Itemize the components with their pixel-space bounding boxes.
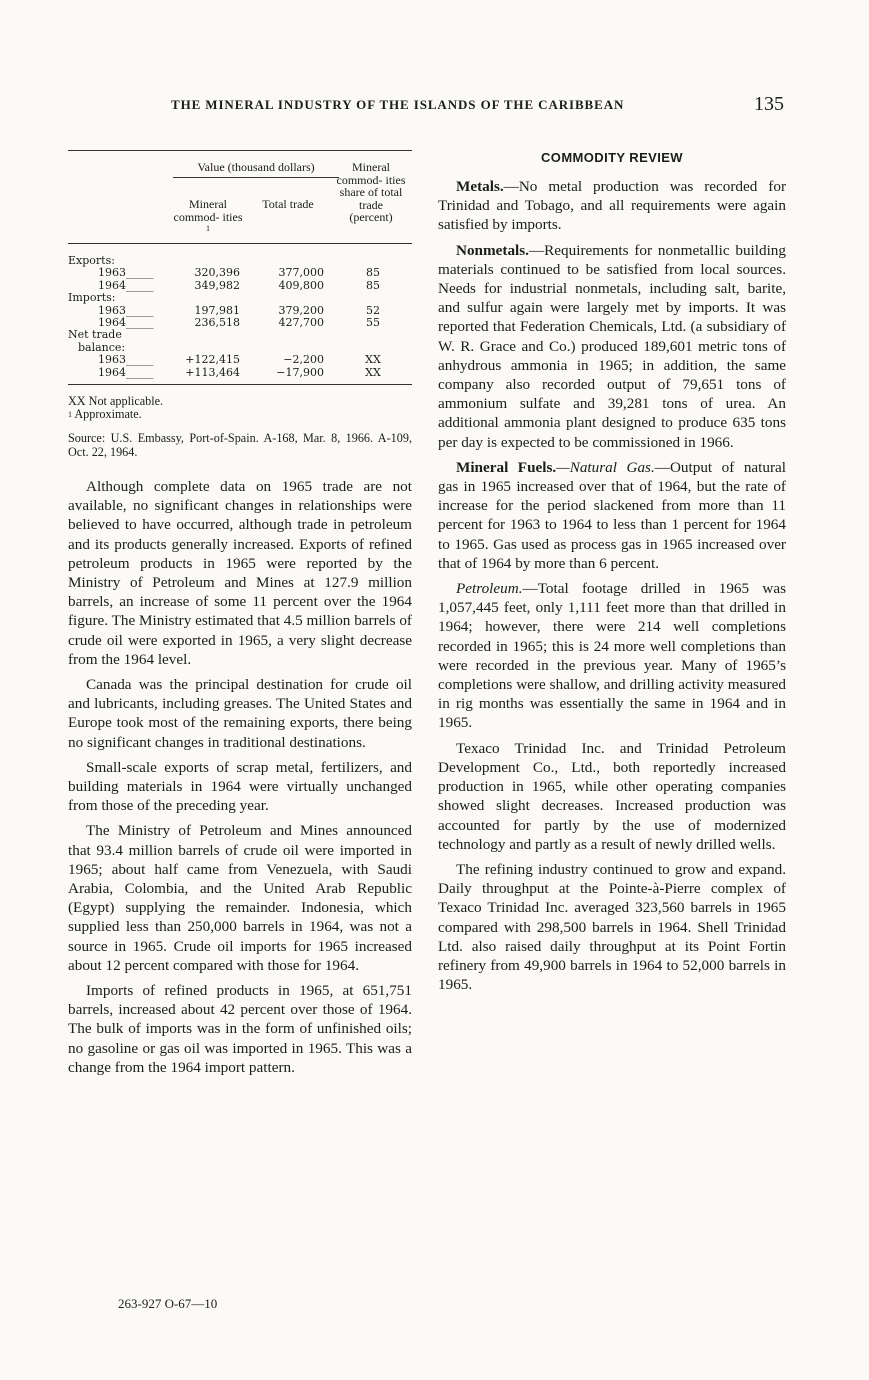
table-row	[68, 354, 412, 366]
metals-text: —No metal production was recorded for Trinidad and Tobago, and all requirements were again satisfied by imports.	[438, 178, 786, 234]
cell-mineral: 320,396	[194, 266, 240, 280]
row-label: Net trade	[68, 328, 122, 342]
paragraph-texaco: Texaco Trinidad Inc. and Trinidad Petroleum Development Co., Ltd., both reportedly increased production in 1965, while other operating companies showed slight decreases. Increased production was accounted for partly by the use of modernized technology and partly as a result of newly drilled wells.	[438, 739, 786, 853]
mineral-column-label: Mineral commod- ities	[173, 197, 243, 224]
paragraph-petroleum	[438, 579, 786, 733]
row-label: 1964_____	[98, 278, 154, 292]
lead-mineral-fuels: Mineral Fuels.	[456, 458, 557, 476]
table-row	[68, 367, 412, 379]
cell-mineral: +113,464	[185, 365, 240, 379]
lead-metals: Metals.	[456, 178, 504, 195]
row-label: Exports:	[68, 254, 115, 267]
footnote-mark: 1	[206, 224, 210, 233]
table-row	[68, 280, 412, 292]
paragraph: The Ministry of Petroleum and Mines announced that 93.4 million barrels of crude oil were imported in 1965; about half came from Venezuela, with Saudi Arabia, Colombia, and the United Arab Republic (Egypt) supplying the remainder. Indonesia, which supplied less than 250,000 barrels in 1964, was not a source in 1965. Crude oil imports for 1965 increased about 12 percent compared with those for 1964.	[68, 822, 412, 974]
table-row	[68, 267, 412, 279]
petroleum-text: —Total footage drilled in 1965 was 1,057,445 feet, only 1,111 feet more than that drilled in 1964; however, there were 214 well completions recorded in 1965; this is 24 more well completions than were recorded in the previous year. Many of 1965’s completions were shallow, and drilling activity measured in rig months was essentially the same in 1964 and in 1965.	[438, 580, 786, 732]
row-label: 1964_____	[98, 365, 154, 379]
cell-share: 85	[366, 278, 380, 292]
cell-mineral: +122,415	[185, 353, 240, 367]
value-group-header: Value (thousand dollars)	[173, 161, 339, 178]
table-header	[68, 150, 412, 244]
cell-mineral: 236,518	[194, 315, 240, 329]
row-label: Imports:	[68, 291, 116, 305]
table-row	[68, 292, 412, 304]
natural-gas-subhead: —Natural Gas.	[556, 458, 655, 476]
trade-table	[68, 150, 412, 459]
cell-share: XX	[365, 353, 381, 367]
paragraph-nonmetals	[438, 241, 786, 452]
mineral-fuels-text: —Output of natural gas in 1965 increased over that of 1964, but the rate of increase for the period slackened from more than 11 percent for 1963 to 1964 to less than 1 percent for 1964 to 1965. Gas used as process gas in 1965 increased over that of 1964 by more than 6 percent.	[438, 458, 786, 572]
cell-total: −2,200	[283, 353, 324, 367]
table-notes	[68, 385, 412, 421]
left-column	[68, 150, 412, 1083]
note-approximate	[68, 408, 412, 421]
table-row	[68, 329, 412, 341]
row-label: 1963_____	[98, 266, 154, 280]
cell-total: 379,200	[278, 303, 324, 317]
petroleum-subhead: Petroleum.	[456, 580, 523, 598]
paragraph-refining: The refining industry continued to grow and expand. Daily throughput at the Pointe-à-Pierre complex of Texaco Trinidad Inc. averaged 323,560 barrels in 1965 compared with 298,500 barrels in 1964. Shell Trinidad Ltd. also raised daily throughput at its Point Fortin refinery from 49,900 barrels in 1964 to 52,000 barrels in 1965.	[438, 860, 786, 994]
share-column-header: Mineral commod- ities share of total trade (percent)	[336, 160, 406, 224]
paragraph: Canada was the principal destination for crude oil and lubricants, including greases. The United States and Europe took most of the remaining exports, there being no significant changes in traditional destinations.	[68, 675, 412, 751]
row-label: 1964_____	[98, 315, 154, 329]
footnote-mark: 1	[68, 409, 72, 419]
paragraph-mineral-fuels	[438, 458, 786, 573]
row-label: balance:	[78, 340, 126, 354]
mineral-column-header	[173, 198, 243, 236]
row-label: 1963_____	[98, 303, 154, 317]
cell-share: 55	[366, 315, 380, 329]
paragraph: Although complete data on 1965 trade are not available, no significant changes in relationships were believed to have occurred, although trade in petroleum and its products generally increased. Exports of refined petroleum products in 1965 were reported by the Ministry of Petroleum and Mines at 127.9 million barrels, an increase of some 11 percent over the 1964 figure. The Ministry estimated that 4.5 million barrels of crude oil were exported in 1965, a very slight decrease from the 1964 level.	[68, 477, 412, 668]
print-code: 263-927 O-67—10	[118, 1296, 218, 1311]
lead-nonmetals: Nonmetals.	[456, 241, 529, 259]
paragraph: Imports of refined products in 1965, at 651,751 barrels, increased about 42 percent over those of 1964. The bulk of imports was in the form of unfinished oils; no gasoline or gas oil was imported in 1965. This was a change from the 1964 import pattern.	[68, 981, 412, 1076]
running-title: THE MINERAL INDUSTRY OF THE ISLANDS OF THE CARIBBEAN	[171, 97, 625, 112]
paragraph: Small-scale exports of scrap metal, fertilizers, and building materials in 1964 were virtually unchanged from those of the preceding year.	[68, 758, 412, 815]
cell-total: 377,000	[278, 266, 324, 280]
right-column	[438, 150, 786, 1000]
cell-share: XX	[365, 365, 381, 379]
spacer	[68, 459, 412, 477]
page-number: 135	[754, 93, 784, 115]
total-column-header: Total trade	[262, 197, 314, 211]
cell-total: −17,900	[276, 365, 324, 379]
note-not-applicable: XX Not applicable.	[68, 393, 164, 408]
cell-total: 409,800	[278, 278, 324, 292]
note-approximate-text: Approximate.	[74, 406, 142, 421]
cell-share: 52	[366, 303, 380, 317]
nonmetals-text: —Requirements for nonmetallic building materials continued to be satisfied from local sources. Needs for industrial nonmetals, including salt, barite, and sulfur again were largely met by imports. It was reported that Federation Chemicals, Ltd. (a subsidiary of W. R. Grace and Co.) produced 189,601 metric tons of anhydrous ammonia in 1965; in addition, the same company also recorded output of 79,651 tons of ammonium sulfate and 39,281 tons of urea. An additional ammonia plant designed to produce 635 tons per day is expected to be commissioned in 1966.	[438, 241, 786, 451]
section-heading: COMMODITY REVIEW	[541, 150, 683, 165]
table-body	[68, 244, 412, 385]
paragraph-metals	[438, 177, 786, 235]
row-label: 1963_____	[98, 353, 154, 367]
cell-total: 427,700	[278, 315, 324, 329]
cell-share: 85	[366, 266, 380, 280]
cell-mineral: 197,981	[194, 303, 240, 317]
table-source: Source: U.S. Embassy, Port-of-Spain. A-168, Mar. 8, 1966. A-109, Oct. 22, 1964.	[68, 430, 412, 459]
cell-mineral: 349,982	[194, 278, 240, 292]
